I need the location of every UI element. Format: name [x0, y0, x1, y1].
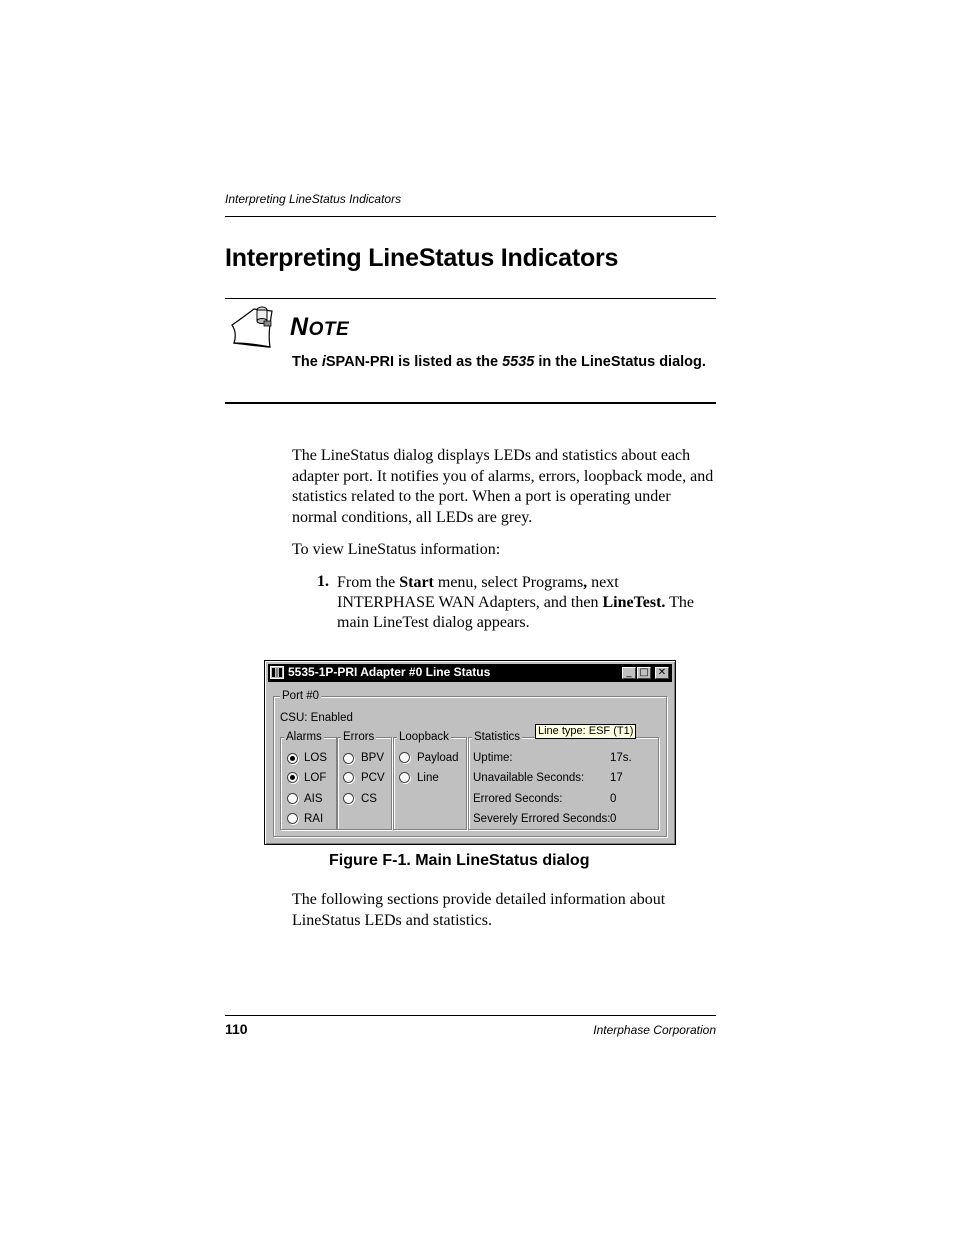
pcv-label: PCV [361, 772, 385, 784]
note-text: The iSPAN-PRI is listed as the 5535 in the LineStatus dialog. [292, 354, 706, 370]
lof-label: LOF [304, 772, 327, 784]
payload-led [399, 752, 410, 763]
dialog-titlebar[interactable] [268, 664, 672, 682]
uptime-value: 17s. [610, 752, 632, 764]
maximize-icon: □ [639, 667, 649, 678]
unavailable-seconds-label: Unavailable Seconds: [473, 772, 585, 784]
bpv-led [343, 753, 354, 764]
page-title: Interpreting LineStatus Indicators [225, 244, 619, 272]
errored-seconds-value: 0 [610, 793, 617, 805]
note-paper-icon [226, 303, 278, 351]
view-prompt-paragraph: To view LineStatus information: [292, 541, 501, 558]
severely-errored-seconds-label: Severely Errored Seconds: [473, 813, 611, 825]
intro-paragraph: The LineStatus dialog displays LEDs and statistics about each adapter port. It notifies you of alarms, errors, loopback mode, and statistics related to the port. When a port is operating under normal conditions, all LEDs are grey. [292, 447, 714, 526]
note-top-rule [225, 298, 716, 299]
ais-label: AIS [304, 793, 323, 805]
cs-led [343, 793, 354, 804]
maximize-button[interactable] [637, 667, 651, 679]
line-label: Line [417, 772, 439, 784]
statistics-label: Statistics [474, 731, 521, 743]
lof-led [287, 772, 298, 783]
bpv-label: BPV [361, 752, 385, 764]
payload-label: Payload [417, 752, 459, 764]
close-icon: ✕ [657, 667, 667, 678]
rai-label: RAI [304, 813, 324, 825]
step-1-text: From the Start menu, select Programs, next INTERPHASE WAN Adapters, and then LineTest. The main LineTest dialog appears. [337, 574, 695, 631]
dialog-title: 5535-1P-PRI Adapter #0 Line Status [288, 665, 491, 679]
uptime-label: Uptime: [473, 752, 513, 764]
line-status-dialog [264, 660, 676, 845]
header-rule [225, 216, 716, 217]
line-led [399, 772, 410, 783]
ais-led [287, 793, 298, 804]
unavailable-seconds-value: 17 [610, 772, 623, 784]
footer-company: Interphase Corporation [593, 1023, 716, 1037]
errored-seconds-label: Errored Seconds: [473, 793, 563, 805]
page-number: 110 [225, 1021, 248, 1037]
severely-errored-seconds-value: 0 [610, 813, 617, 825]
following-paragraph: The following sections provide detailed information about LineStatus LEDs and statistics. [292, 891, 666, 929]
note-bottom-rule [225, 402, 716, 404]
port-label: Port #0 [282, 690, 320, 702]
note-title: NOTE [290, 313, 350, 341]
los-led [287, 753, 298, 764]
los-label: LOS [304, 752, 328, 764]
footer-rule [225, 1015, 716, 1016]
alarms-label: Alarms [286, 731, 322, 743]
rai-led [287, 813, 298, 824]
minimize-button[interactable] [622, 667, 636, 679]
minimize-icon: _ [626, 667, 632, 678]
line-type-tooltip: Line type: ESF (T1) [535, 724, 636, 739]
loopback-label: Loopback [399, 731, 449, 743]
running-header: Interpreting LineStatus Indicators [225, 192, 402, 206]
close-button[interactable] [655, 667, 669, 679]
errors-label: Errors [343, 731, 375, 743]
step-1-number: 1. [317, 573, 329, 590]
app-icon [270, 666, 284, 679]
pcv-led [343, 772, 354, 783]
figure-caption: Figure F-1. Main LineStatus dialog [329, 852, 590, 869]
cs-label: CS [361, 793, 377, 805]
csu-status: CSU: Enabled [280, 712, 353, 724]
